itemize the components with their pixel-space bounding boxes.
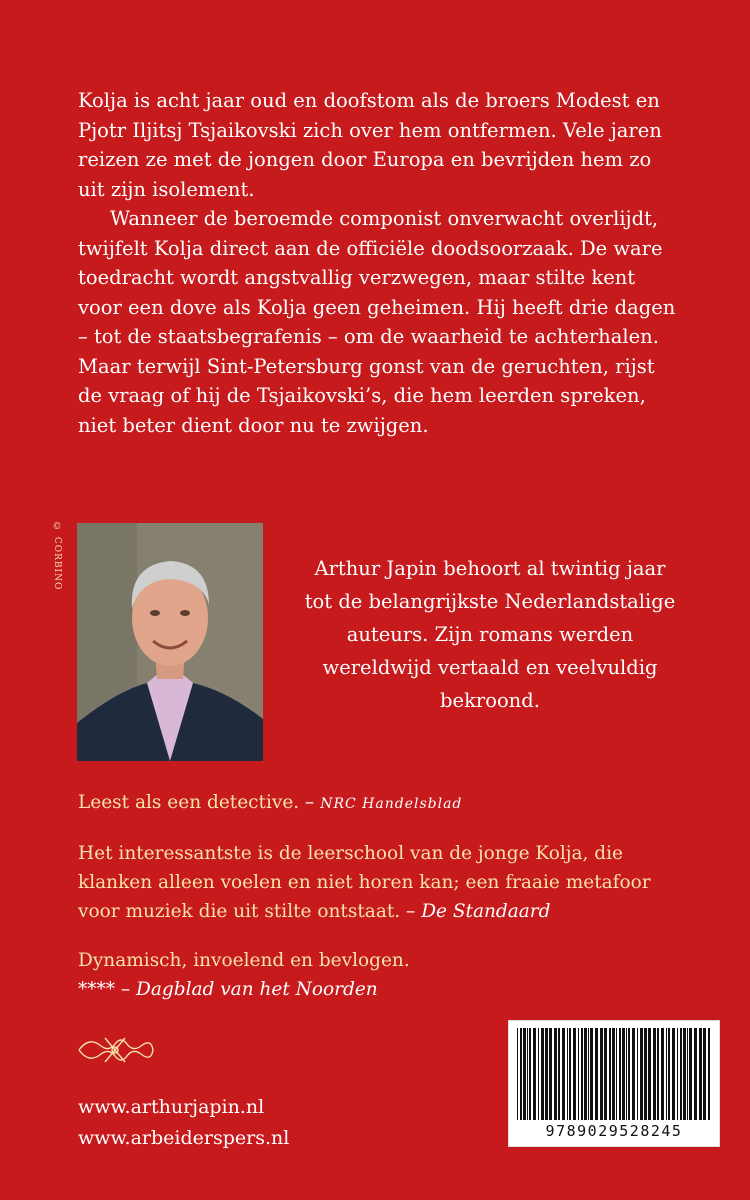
photo-credit: © CORBINO <box>52 522 62 591</box>
quote-source: Dagblad van het Noorden <box>136 979 378 1000</box>
blurb-paragraph: Kolja is acht jaar oud en doofstom als de broers Modest en Pjotr Iljitsj Tsjaikovski zich over hem ontfermen. Vele jaren reizen ze met de jongen door Europa en bevrijden hem zo uit zijn isolement. <box>78 89 662 201</box>
press-quotes <box>78 788 688 1024</box>
author-bio: Arthur Japin behoort al twintig jaar tot de belangrijkste Nederlandstalige auteurs. Zijn romans werden wereldwijd vertaald en veelvuldig bekroond. <box>304 557 676 712</box>
author-photo <box>77 523 263 761</box>
blurb-paragraph: Wanneer de beroemde componist onverwacht overlijdt, twijfelt Kolja direct aan de officiële doodsoorzaak. De ware toedracht wordt angstvallig verzwegen, maar stilte kent voor een dove als Kolja geen geheimen. Hij heeft drie dagen – tot de staatsbegrafenis – om de waarheid te achterhalen. Maar terwijl Sint-Petersburg gonst van de geruchten, rijst de vraag of hij de Tsjaikovski’s, die hem leerden spreken, niet beter dient door nu te zwijgen. <box>78 207 676 437</box>
quote-rating: **** – <box>78 979 137 1000</box>
website-url: www.arthurjapin.nl <box>78 1096 265 1118</box>
quote-text: Leest als een detective. <box>78 792 300 813</box>
website-url: www.arbeiderspers.nl <box>78 1127 290 1149</box>
author-portrait-icon <box>77 523 263 761</box>
ornament-icon <box>75 1030 155 1070</box>
quote-text: Dynamisch, invoelend en bevlogen. <box>78 950 410 971</box>
website-links <box>78 1092 289 1154</box>
press-quote <box>78 839 688 926</box>
isbn-number: 9789029528245 <box>545 1122 683 1140</box>
press-quote <box>78 946 688 1004</box>
quote-text: Het interessantste is de leerschool van de jonge Kolja, die klanken alleen voelen en niet horen kan; een fraaie metafoor voor muziek die uit stilte ontstaat. <box>78 843 651 922</box>
quote-dash: – <box>400 901 422 922</box>
barcode-bars-icon <box>515 1028 715 1120</box>
isbn-barcode <box>508 1020 720 1147</box>
quote-dash: – <box>299 792 315 813</box>
back-cover-blurb <box>78 86 678 440</box>
quote-source: De Standaard <box>421 901 551 922</box>
press-quote <box>78 788 688 819</box>
quote-source: NRC Handelsblad <box>320 796 463 812</box>
